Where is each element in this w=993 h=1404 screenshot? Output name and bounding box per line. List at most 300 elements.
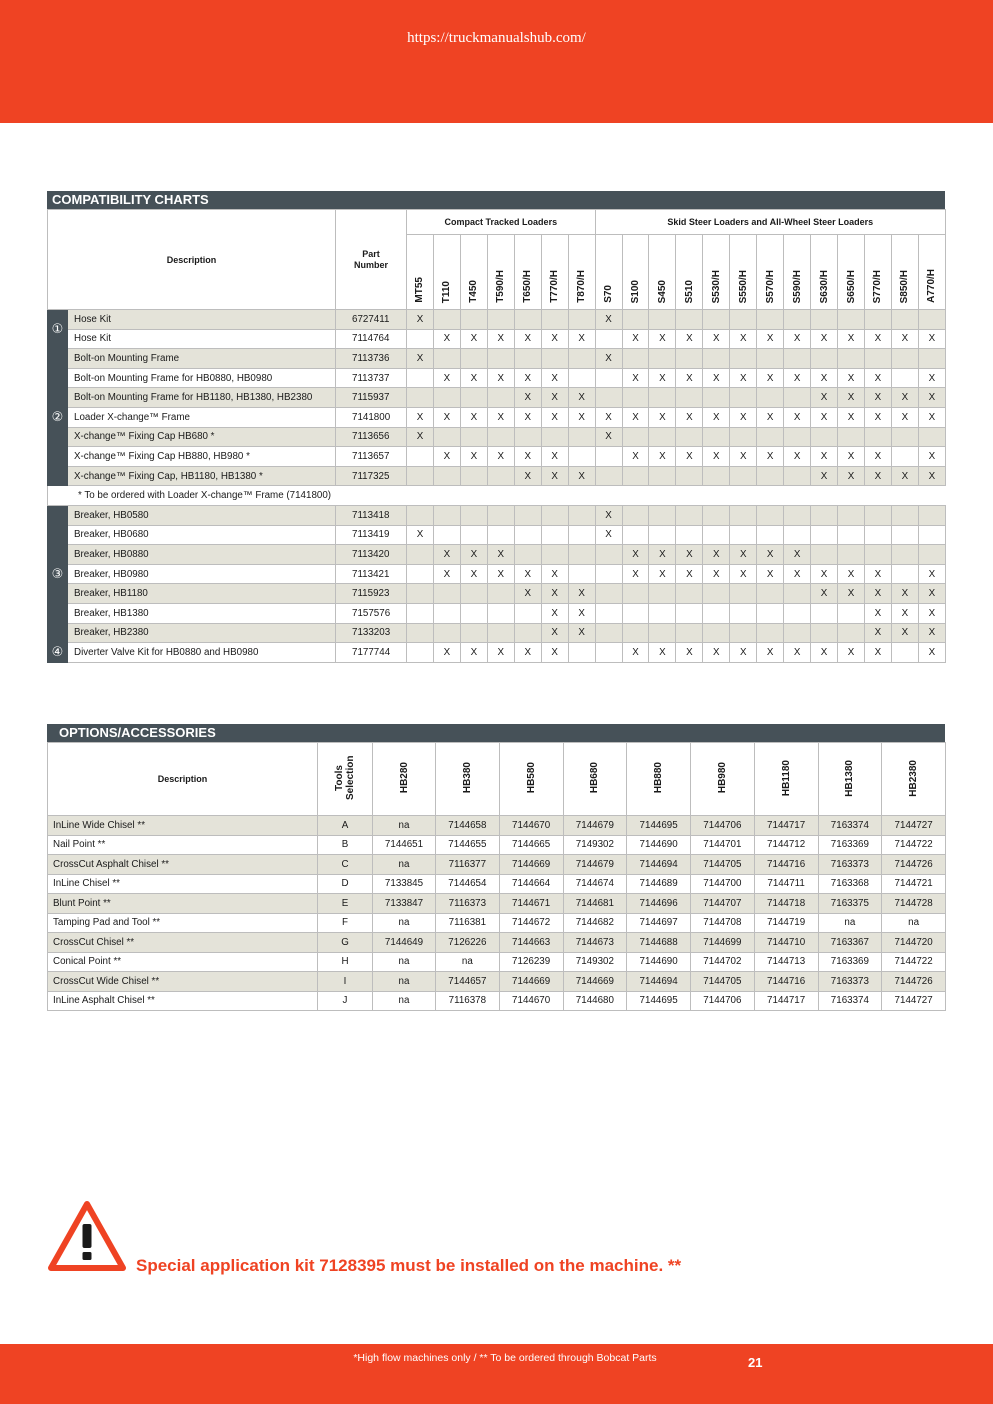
- compat-mark: X: [730, 407, 757, 427]
- row-description: Breaker, HB2380: [68, 623, 336, 643]
- compat-mark: X: [703, 545, 730, 565]
- option-part-number: 7144679: [563, 855, 627, 875]
- option-part-number: 7144706: [691, 816, 755, 836]
- row-description: Breaker, HB1380: [68, 603, 336, 623]
- compat-mark: [487, 525, 514, 545]
- compat-mark: X: [407, 525, 434, 545]
- compat-mark: [487, 623, 514, 643]
- model-header: [649, 235, 676, 310]
- option-part-number: na: [373, 913, 436, 933]
- compat-mark: X: [568, 466, 595, 486]
- compat-mark: X: [864, 368, 891, 388]
- compat-mark: [407, 505, 434, 525]
- option-part-number: 7163373: [818, 972, 882, 992]
- option-part-number: 7144679: [563, 816, 627, 836]
- option-part-number: 7163373: [818, 855, 882, 875]
- compat-mark: X: [811, 329, 838, 349]
- compat-mark: [703, 466, 730, 486]
- compat-mark: [514, 505, 541, 525]
- options-model-label: HB280: [398, 762, 410, 794]
- compat-mark: X: [568, 603, 595, 623]
- compat-mark: X: [541, 329, 568, 349]
- description-header: Description: [48, 210, 336, 310]
- options-model-header: [499, 743, 563, 816]
- option-part-number: 7133847: [373, 894, 436, 914]
- compat-mark: [784, 310, 811, 330]
- option-part-number: 7144663: [499, 933, 563, 953]
- option-part-number: 7144699: [691, 933, 755, 953]
- options-model-label: HB2380: [908, 759, 920, 797]
- compatibility-title: COMPATIBILITY CHARTS: [47, 191, 945, 209]
- compat-mark: [864, 349, 891, 369]
- model-header: [757, 235, 784, 310]
- option-part-number: 7144713: [754, 952, 818, 972]
- table-row: [48, 505, 946, 525]
- row-part-number: 7115937: [336, 388, 407, 408]
- row-description: Breaker, HB0880: [68, 545, 336, 565]
- bottom-banner: [0, 1344, 993, 1404]
- row-part-number: 7115923: [336, 584, 407, 604]
- compat-mark: [460, 466, 487, 486]
- row-part-number: 7177744: [336, 643, 407, 663]
- option-part-number: 7144670: [499, 991, 563, 1011]
- compat-mark: X: [757, 643, 784, 663]
- site-url[interactable]: https://truckmanualshub.com/: [407, 30, 586, 46]
- compat-mark: [811, 349, 838, 369]
- model-header: [891, 235, 918, 310]
- compat-mark: X: [487, 564, 514, 584]
- compat-mark: X: [918, 603, 945, 623]
- model-header: [460, 235, 487, 310]
- compat-mark: [784, 505, 811, 525]
- compat-mark: X: [460, 564, 487, 584]
- compat-mark: [730, 505, 757, 525]
- option-description: Tamping Pad and Tool **: [48, 913, 318, 933]
- compat-mark: X: [703, 407, 730, 427]
- option-part-number: 7149302: [563, 952, 627, 972]
- options-section: [47, 724, 945, 1011]
- compat-mark: [407, 447, 434, 467]
- model-header: [918, 235, 945, 310]
- compat-mark: [838, 505, 865, 525]
- option-part-number: 7144682: [563, 913, 627, 933]
- model-header: [433, 235, 460, 310]
- options-model-label: HB680: [589, 762, 601, 794]
- compat-mark: [838, 603, 865, 623]
- options-model-header: [627, 743, 691, 816]
- compat-mark: X: [703, 447, 730, 467]
- compat-mark: X: [891, 407, 918, 427]
- option-part-number: 7144722: [882, 952, 946, 972]
- option-part-number: 7163374: [818, 991, 882, 1011]
- compat-mark: [649, 427, 676, 447]
- compat-mark: [838, 525, 865, 545]
- compat-mark: [407, 603, 434, 623]
- model-label: S770/H: [872, 269, 884, 303]
- options-model-label: HB1180: [780, 759, 792, 797]
- compat-mark: X: [514, 329, 541, 349]
- option-description: InLine Chisel **: [48, 874, 318, 894]
- option-part-number: 7116381: [436, 913, 500, 933]
- compat-mark: [838, 310, 865, 330]
- option-part-number: 7144696: [627, 894, 691, 914]
- compat-mark: X: [568, 584, 595, 604]
- compat-mark: X: [811, 466, 838, 486]
- compat-mark: [407, 623, 434, 643]
- compat-mark: [676, 603, 703, 623]
- footer-note: *High flow machines only / ** To be ordered through Bobcat Parts: [353, 1352, 657, 1364]
- option-part-number: 7144716: [754, 972, 818, 992]
- option-part-number: 7144654: [436, 874, 500, 894]
- option-part-number: na: [882, 913, 946, 933]
- model-header: [487, 235, 514, 310]
- options-title: OPTIONS/ACCESSORIES: [47, 724, 945, 742]
- option-part-number: 7144702: [691, 952, 755, 972]
- compat-mark: X: [568, 407, 595, 427]
- model-header: [568, 235, 595, 310]
- compat-mark: [784, 525, 811, 545]
- compat-mark: X: [622, 447, 649, 467]
- table-row: [48, 603, 946, 623]
- table-row: [48, 564, 946, 584]
- model-label: T110: [441, 280, 453, 303]
- compat-mark: [864, 427, 891, 447]
- compat-mark: X: [730, 447, 757, 467]
- compat-mark: X: [433, 447, 460, 467]
- option-part-number: 7144658: [436, 816, 500, 836]
- compat-mark: [460, 603, 487, 623]
- model-label: S630/H: [818, 269, 830, 303]
- compat-mark: [514, 349, 541, 369]
- compat-mark: X: [676, 447, 703, 467]
- compat-mark: [595, 564, 622, 584]
- group-marker: ②: [48, 349, 68, 486]
- model-label: S650/H: [845, 269, 857, 303]
- compatibility-table: [47, 209, 946, 663]
- compat-mark: [568, 564, 595, 584]
- compat-mark: [460, 623, 487, 643]
- compat-mark: X: [460, 447, 487, 467]
- compat-mark: [864, 545, 891, 565]
- compat-mark: X: [407, 427, 434, 447]
- compat-mark: X: [541, 388, 568, 408]
- compat-mark: [649, 505, 676, 525]
- compat-mark: [784, 388, 811, 408]
- table-row: [48, 447, 946, 467]
- compat-mark: X: [918, 584, 945, 604]
- option-part-number: 7144701: [691, 835, 755, 855]
- model-header: [622, 235, 649, 310]
- model-label: T870/H: [576, 270, 588, 303]
- compat-mark: [595, 545, 622, 565]
- compat-mark: X: [703, 368, 730, 388]
- skid-steer-loaders-header: Skid Steer Loaders and All-Wheel Steer Loaders: [595, 210, 945, 235]
- row-part-number: 6727411: [336, 310, 407, 330]
- row-description: Breaker, HB0580: [68, 505, 336, 525]
- compat-mark: X: [460, 329, 487, 349]
- model-header: [676, 235, 703, 310]
- option-part-number: 7144671: [499, 894, 563, 914]
- option-part-number: 7144673: [563, 933, 627, 953]
- compat-mark: [487, 466, 514, 486]
- compat-mark: [568, 643, 595, 663]
- compat-mark: X: [649, 329, 676, 349]
- option-part-number: 7144722: [882, 835, 946, 855]
- option-part-number: 7126226: [436, 933, 500, 953]
- row-description: Loader X-change™ Frame: [68, 407, 336, 427]
- option-part-number: 7163374: [818, 816, 882, 836]
- option-part-number: 7144705: [691, 972, 755, 992]
- compat-mark: [891, 310, 918, 330]
- compat-mark: X: [622, 368, 649, 388]
- compat-mark: [595, 368, 622, 388]
- compat-mark: X: [784, 643, 811, 663]
- compat-mark: X: [864, 564, 891, 584]
- compat-mark: [864, 310, 891, 330]
- compat-mark: X: [757, 545, 784, 565]
- compat-mark: X: [784, 545, 811, 565]
- compat-mark: [595, 623, 622, 643]
- compat-mark: [622, 505, 649, 525]
- compat-mark: X: [487, 368, 514, 388]
- model-label: S550/H: [737, 269, 749, 303]
- compat-mark: [487, 584, 514, 604]
- compat-mark: X: [407, 349, 434, 369]
- model-header: [838, 235, 865, 310]
- compat-mark: X: [676, 564, 703, 584]
- option-description: InLine Asphalt Chisel **: [48, 991, 318, 1011]
- row-part-number: 7113656: [336, 427, 407, 447]
- compat-mark: X: [918, 388, 945, 408]
- row-description: Bolt-on Mounting Frame: [68, 349, 336, 369]
- compat-mark: [568, 349, 595, 369]
- compat-mark: X: [891, 623, 918, 643]
- compat-mark: X: [541, 584, 568, 604]
- compat-mark: [407, 466, 434, 486]
- option-part-number: 7144688: [627, 933, 691, 953]
- row-part-number: 7113421: [336, 564, 407, 584]
- option-description: Conical Point **: [48, 952, 318, 972]
- row-part-number: 7114764: [336, 329, 407, 349]
- row-description: X-change™ Fixing Cap HB880, HB980 *: [68, 447, 336, 467]
- row-description: Diverter Valve Kit for HB0880 and HB0980: [68, 643, 336, 663]
- compat-mark: X: [595, 407, 622, 427]
- option-part-number: 7144669: [563, 972, 627, 992]
- compat-mark: X: [514, 564, 541, 584]
- compat-mark: X: [838, 388, 865, 408]
- compat-mark: [407, 564, 434, 584]
- option-part-number: 7144726: [882, 855, 946, 875]
- compat-mark: [622, 525, 649, 545]
- model-label: S570/H: [764, 269, 776, 303]
- compat-mark: X: [864, 447, 891, 467]
- compat-mark: X: [918, 623, 945, 643]
- compat-mark: X: [918, 643, 945, 663]
- compat-mark: [757, 427, 784, 447]
- page-number: 21: [748, 1355, 763, 1370]
- compat-mark: [649, 584, 676, 604]
- compat-mark: X: [811, 447, 838, 467]
- row-part-number: 7113657: [336, 447, 407, 467]
- option-part-number: 7144707: [691, 894, 755, 914]
- option-part-number: 7144717: [754, 991, 818, 1011]
- compat-mark: [407, 545, 434, 565]
- compat-mark: [918, 427, 945, 447]
- option-part-number: 7144700: [691, 874, 755, 894]
- options-description-header: Description: [48, 743, 318, 816]
- option-part-number: 7126239: [499, 952, 563, 972]
- model-label: S850/H: [899, 269, 911, 303]
- compat-mark: [676, 427, 703, 447]
- compat-mark: X: [864, 329, 891, 349]
- compat-mark: [811, 525, 838, 545]
- compat-mark: [730, 525, 757, 545]
- compat-mark: X: [838, 368, 865, 388]
- compat-mark: X: [487, 545, 514, 565]
- options-row: [48, 913, 946, 933]
- compat-mark: [676, 623, 703, 643]
- option-part-number: na: [373, 855, 436, 875]
- compat-mark: [460, 349, 487, 369]
- compat-mark: X: [757, 329, 784, 349]
- compat-mark: X: [838, 584, 865, 604]
- compat-mark: X: [595, 427, 622, 447]
- compat-mark: [460, 388, 487, 408]
- compat-mark: X: [838, 407, 865, 427]
- option-selection: C: [318, 855, 373, 875]
- options-row: [48, 835, 946, 855]
- compat-mark: X: [918, 447, 945, 467]
- compat-mark: [514, 603, 541, 623]
- compat-mark: X: [784, 329, 811, 349]
- option-part-number: 7144711: [754, 874, 818, 894]
- compat-mark: [811, 427, 838, 447]
- group-marker: ④: [48, 643, 68, 663]
- option-selection: B: [318, 835, 373, 855]
- compat-mark: X: [541, 564, 568, 584]
- compat-mark: X: [487, 447, 514, 467]
- compat-mark: X: [407, 407, 434, 427]
- option-selection: G: [318, 933, 373, 953]
- row-description: Hose Kit: [68, 310, 336, 330]
- compat-mark: X: [676, 368, 703, 388]
- compat-mark: [891, 505, 918, 525]
- compat-mark: X: [891, 584, 918, 604]
- compat-mark: X: [891, 329, 918, 349]
- compat-mark: X: [730, 564, 757, 584]
- option-part-number: 7144721: [882, 874, 946, 894]
- compat-mark: [784, 623, 811, 643]
- compat-mark: X: [622, 329, 649, 349]
- row-description: Breaker, HB0980: [68, 564, 336, 584]
- model-label: S100: [630, 279, 641, 303]
- compat-mark: X: [407, 310, 434, 330]
- compat-mark: X: [568, 623, 595, 643]
- compat-mark: [730, 623, 757, 643]
- row-part-number: 7113420: [336, 545, 407, 565]
- option-part-number: 7144655: [436, 835, 500, 855]
- compat-mark: [676, 310, 703, 330]
- model-label: S450: [656, 279, 668, 303]
- compat-mark: [703, 388, 730, 408]
- compat-mark: [784, 466, 811, 486]
- option-part-number: 7144672: [499, 913, 563, 933]
- compat-mark: [757, 584, 784, 604]
- warning-triangle-icon: [47, 1200, 127, 1272]
- options-model-header: [818, 743, 882, 816]
- compat-mark: [703, 623, 730, 643]
- options-row: [48, 874, 946, 894]
- compat-mark: [487, 388, 514, 408]
- option-part-number: na: [436, 952, 500, 972]
- option-part-number: 7149302: [563, 835, 627, 855]
- compat-mark: X: [487, 643, 514, 663]
- compat-mark: X: [891, 466, 918, 486]
- option-part-number: 7144649: [373, 933, 436, 953]
- compat-mark: [622, 584, 649, 604]
- compat-mark: X: [811, 388, 838, 408]
- compat-mark: X: [864, 603, 891, 623]
- compat-mark: X: [838, 329, 865, 349]
- options-table: [47, 742, 946, 1011]
- option-part-number: 7144726: [882, 972, 946, 992]
- option-part-number: 7144719: [754, 913, 818, 933]
- group-marker: ③: [48, 505, 68, 642]
- compat-mark: [407, 329, 434, 349]
- warning-text: Special application kit 7128395 must be installed on the machine. **: [136, 1256, 682, 1275]
- compat-mark: X: [514, 447, 541, 467]
- option-part-number: 7144657: [436, 972, 500, 992]
- compat-mark: [541, 545, 568, 565]
- model-header: [730, 235, 757, 310]
- compat-mark: [541, 427, 568, 447]
- compat-mark: [622, 310, 649, 330]
- compat-mark: [918, 505, 945, 525]
- compat-mark: X: [487, 329, 514, 349]
- compat-mark: [433, 310, 460, 330]
- compat-mark: [784, 603, 811, 623]
- option-part-number: na: [373, 952, 436, 972]
- compat-mark: [595, 329, 622, 349]
- compat-mark: [487, 349, 514, 369]
- compat-mark: [918, 525, 945, 545]
- compat-mark: X: [918, 368, 945, 388]
- compat-mark: X: [622, 643, 649, 663]
- compat-mark: [433, 525, 460, 545]
- compat-mark: [864, 505, 891, 525]
- option-part-number: 7144690: [627, 952, 691, 972]
- compat-mark: [568, 525, 595, 545]
- compat-mark: [757, 466, 784, 486]
- option-part-number: 7144712: [754, 835, 818, 855]
- compat-mark: X: [703, 643, 730, 663]
- compat-mark: [918, 349, 945, 369]
- model-header: [784, 235, 811, 310]
- compat-mark: X: [649, 545, 676, 565]
- compat-mark: [595, 603, 622, 623]
- model-label: S510: [683, 279, 695, 303]
- model-label: A770/H: [926, 269, 938, 303]
- option-part-number: 7144669: [499, 972, 563, 992]
- compat-mark: X: [541, 603, 568, 623]
- compat-mark: X: [649, 643, 676, 663]
- option-description: CrossCut Wide Chisel **: [48, 972, 318, 992]
- compat-mark: [703, 525, 730, 545]
- compat-mark: X: [811, 407, 838, 427]
- options-row: [48, 816, 946, 836]
- option-part-number: 7144716: [754, 855, 818, 875]
- compat-mark: [595, 466, 622, 486]
